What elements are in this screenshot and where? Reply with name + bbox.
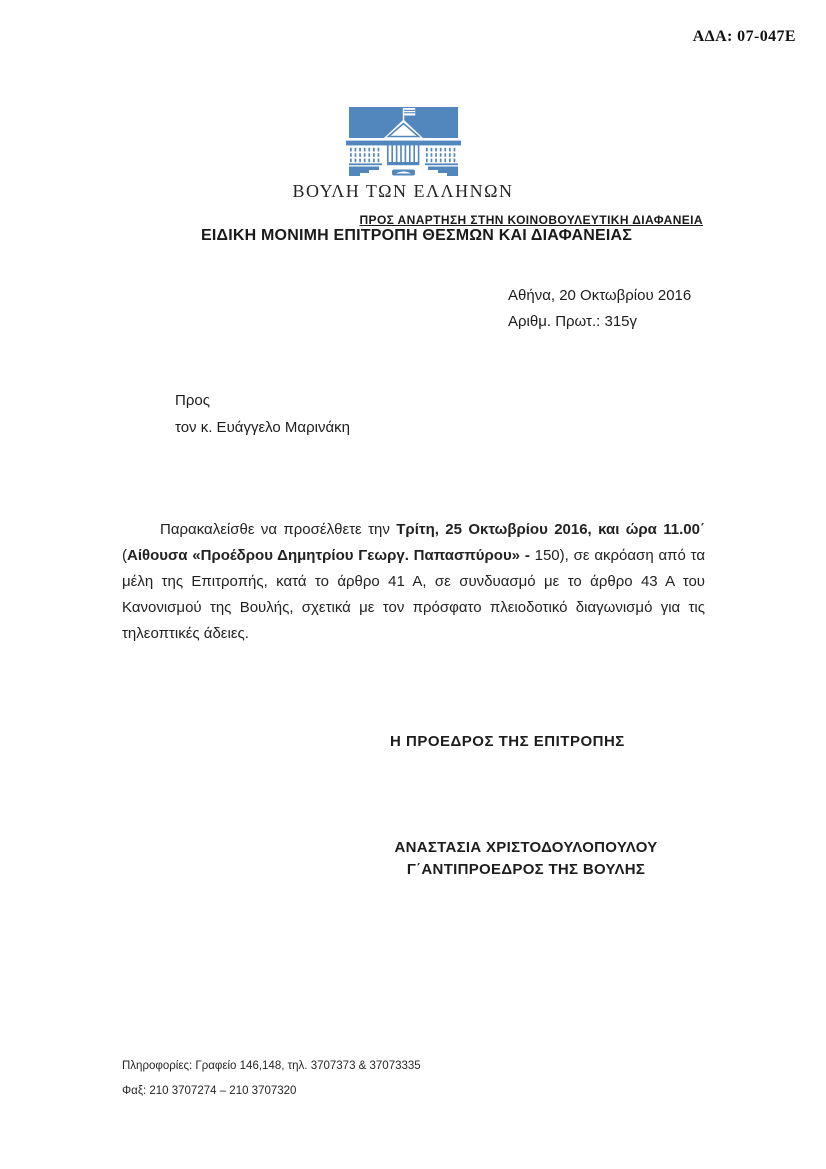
contact-footer: [122, 1054, 421, 1104]
signature-block: [340, 837, 712, 881]
signatory-title: Η ΠΡΟΕΔΡΟΣ ΤΗΣ ΕΠΙΤΡΟΠΗΣ: [390, 733, 625, 750]
paragraph-segment: (: [122, 547, 127, 564]
contact-info-line: Πληροφορίες: Γραφείο 146,148, τηλ. 3707373 & 37073335: [122, 1060, 421, 1072]
paragraph-segment: Παρακαλείσθε να προσέλθετε την: [160, 521, 397, 538]
contact-fax-line: Φαξ: 210 3707274 – 210 3707320: [122, 1085, 297, 1097]
transparency-note: ΠΡΟΣ ΑΝΑΡΤΗΣΗ ΣΤΗΝ ΚΟΙΝΟΒΟΥΛΕΥΤΙΚΗ ΔΙΑΦΑΝΕΙΑ: [359, 213, 703, 227]
paragraph-segment-bold: Αίθουσα «Προέδρου Δημητρίου Γεωργ. Παπασπύρου» -: [127, 547, 535, 564]
date-protocol-block: [508, 283, 691, 335]
parliament-building-icon: [346, 104, 461, 177]
signatory-role: Γ΄ΑΝΤΙΠΡΟΕΔΡΟΣ ΤΗΣ ΒΟΥΛΗΣ: [406, 861, 646, 878]
recipient-label: Προς: [175, 392, 210, 409]
ada-code: ΑΔΑ: 07-047E: [692, 28, 796, 45]
invitation-paragraph: [122, 517, 705, 647]
parliament-logo-caption: ΒΟΥΛΗ ΤΩΝ ΕΛΛΗΝΩΝ: [292, 181, 514, 201]
parliament-logo-block: [290, 104, 516, 202]
recipient-name: τον κ. Ευάγγελο Μαρινάκη: [175, 419, 350, 436]
paragraph-segment: 150), σε ακρόαση από τα μέλη της Επιτροπής, κατά το άρθρο 41 Α, σε συνδυασμό με το άρθρο 43 Α του Κανονισμού της Βουλής, σχετικά με τον πρόσφατο πλειοδοτικό διαγωνισμό για τις τηλεοπτικές άδειες.: [122, 547, 705, 642]
committee-title: ΕΙΔΙΚΗ ΜΟΝΙΜΗ ΕΠΙΤΡΟΠΗ ΘΕΣΜΩΝ ΚΑΙ ΔΙΑΦΑΝΕΙΑΣ: [201, 227, 633, 244]
logo-windows: [350, 148, 455, 162]
paragraph-segment-bold: Τρίτη, 25 Οκτωβρίου 2016, και ώρα 11.00΄: [396, 521, 705, 538]
signatory-name: ΑΝΑΣΤΑΣΙΑ ΧΡΙΣΤΟΔΟΥΛΟΠΟΥΛΟΥ: [394, 839, 658, 856]
city-date: Αθήνα, 20 Οκτωβρίου 2016: [508, 287, 692, 304]
protocol-number: Αριθμ. Πρωτ.: 315γ: [508, 313, 638, 330]
recipient-block: [175, 387, 350, 441]
